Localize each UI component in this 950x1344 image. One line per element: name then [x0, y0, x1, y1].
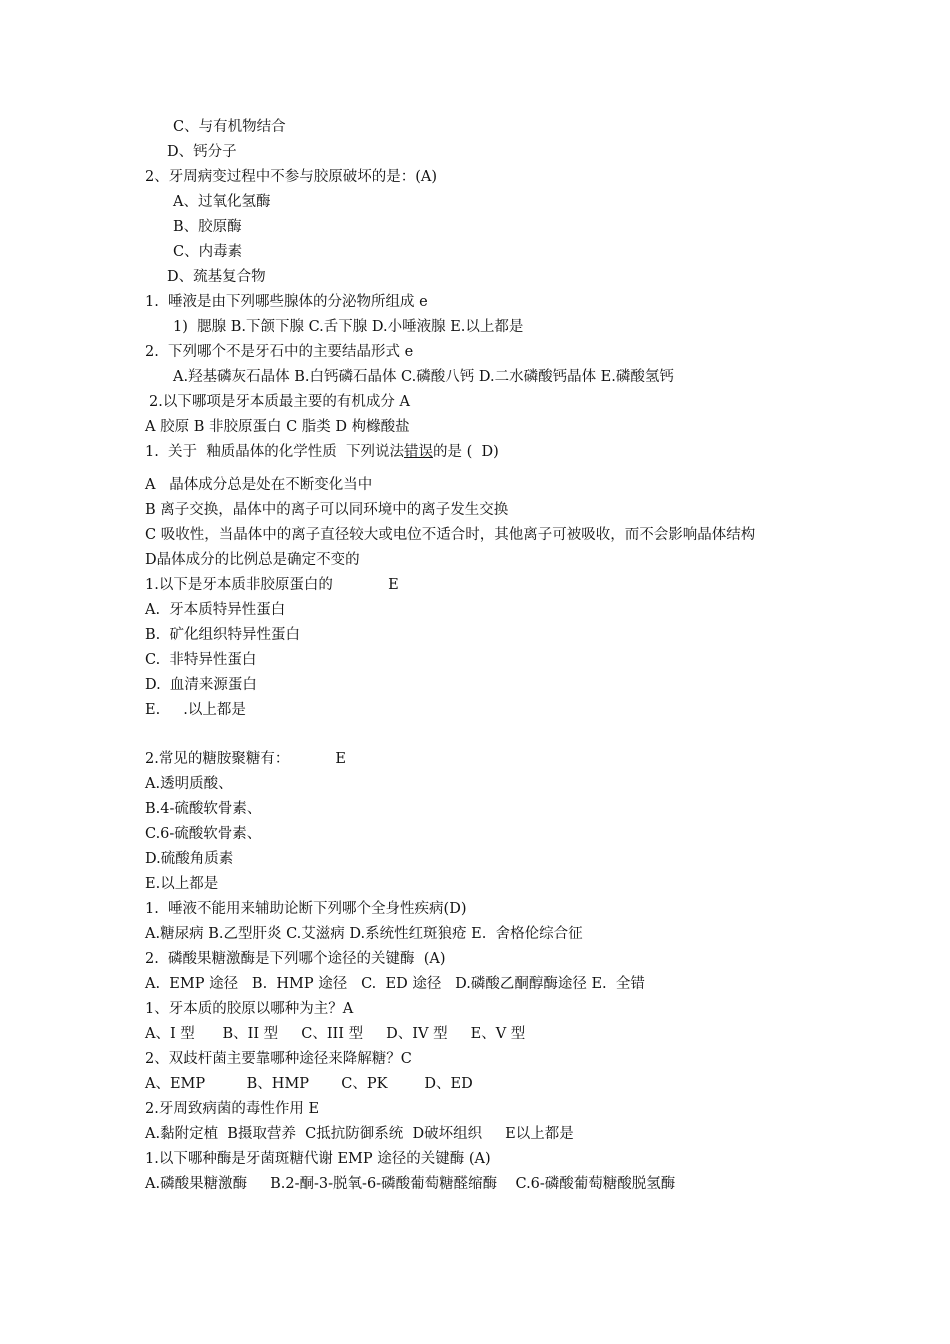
- option-line: C、与有机物结合: [173, 119, 286, 135]
- question-line: 1. 唾液是由下列哪些腺体的分泌物所组成 e: [145, 294, 428, 310]
- question-line: 2. 下列哪个不是牙石中的主要结晶形式 e: [145, 344, 414, 360]
- question-line: 1.以下是牙本质非胶原蛋白的 E: [145, 577, 399, 593]
- option-line: D.硫酸角质素: [145, 851, 234, 867]
- option-line: A 胶原 B 非胶原蛋白 C 脂类 D 枸橼酸盐: [145, 419, 410, 435]
- option-line: C 吸收性，当晶体中的离子直径较大或电位不适合时，其他离子可被吸收，而不会影响晶体结构: [145, 527, 756, 543]
- question-text: 的是 ( D): [433, 444, 499, 460]
- option-line: C、内毒素: [173, 244, 243, 260]
- option-line: D. 血清来源蛋白: [145, 677, 257, 693]
- question-line: 1、牙本质的胶原以哪种为主？A: [145, 1001, 354, 1017]
- option-line: A. 牙本质特异性蛋白: [145, 602, 286, 618]
- option-line: D晶体成分的比例总是确定不变的: [145, 552, 360, 568]
- option-line: C.6-硫酸软骨素、: [145, 826, 262, 842]
- document-body: [145, 115, 815, 1197]
- option-line: A、EMP B、HMP C、PK D、ED: [145, 1076, 473, 1092]
- question-line: 1. 唾液不能用来辅助论断下列哪个全身性疾病(D): [145, 901, 467, 917]
- option-line: B、胶原酶: [173, 219, 242, 235]
- question-text: 1. 关于 釉质晶体的化学性质 下列说法: [145, 444, 404, 460]
- question-line: [145, 440, 815, 465]
- option-line: B. 矿化组织特异性蛋白: [145, 627, 300, 643]
- option-line: D、钙分子: [167, 144, 237, 160]
- option-line: C. 非特异性蛋白: [145, 652, 257, 668]
- option-line: A. EMP 途径 B. HMP 途径 C. ED 途径 D.磷酸乙酮醇酶途径 E. 全错: [145, 976, 645, 992]
- option-line: A.糖尿病 B.乙型肝炎 C.艾滋病 D.系统性红斑狼疮 E. 舍格伦综合征: [145, 926, 583, 942]
- question-line: 2.牙周致病菌的毒性作用 E: [145, 1101, 320, 1117]
- option-line: E.以上都是: [145, 876, 219, 892]
- option-line: A 晶体成分总是处在不断变化当中: [145, 477, 373, 493]
- option-line: B 离子交换，晶体中的离子可以同环境中的离子发生交换: [145, 502, 509, 518]
- question-line: 2.以下哪项是牙本质最主要的有机成分 A: [149, 394, 410, 410]
- question-line: 2.常见的糖胺聚糖有： E: [145, 751, 347, 767]
- question-line: 2、双歧杆菌主要靠哪种途径来降解糖？C: [145, 1051, 412, 1067]
- option-line: B.4-硫酸软骨素、: [145, 801, 262, 817]
- question-line: 1.以下哪种酶是牙菌斑糖代谢 EMP 途径的关键酶 (A): [145, 1151, 491, 1167]
- option-line: 1) 腮腺 B.下颌下腺 C.舌下腺 D.小唾液腺 E.以上都是: [173, 319, 524, 335]
- question-line: 2. 磷酸果糖激酶是下列哪个途径的关键酶 (A): [145, 951, 446, 967]
- option-line: D、巯基复合物: [167, 269, 266, 285]
- option-line: E. .以上都是: [145, 702, 246, 718]
- option-line: A.磷酸果糖激酶 B.2-酮-3-脱氧-6-磷酸葡萄糖醛缩酶 C.6-磷酸葡萄糖酸脱氢酶: [145, 1176, 676, 1192]
- question-line: 2、牙周病变过程中不参与胶原破坏的是：(A): [145, 169, 438, 185]
- spacer: [145, 465, 815, 473]
- option-line: A、过氧化氢酶: [173, 194, 271, 210]
- option-line: A.羟基磷灰石晶体 B.白钙磷石晶体 C.磷酸八钙 D.二水磷酸钙晶体 E.磷酸氢钙: [173, 369, 674, 385]
- underlined-text: 错误: [404, 444, 433, 460]
- option-line: A、I 型 B、II 型 C、III 型 D、IV 型 E、V 型: [145, 1026, 526, 1042]
- option-line: A.黏附定植 B摄取营养 C抵抗防御系统 D破坏组织 E以上都是: [145, 1126, 574, 1142]
- option-line: A.透明质酸、: [145, 776, 233, 792]
- spacer: [145, 723, 815, 747]
